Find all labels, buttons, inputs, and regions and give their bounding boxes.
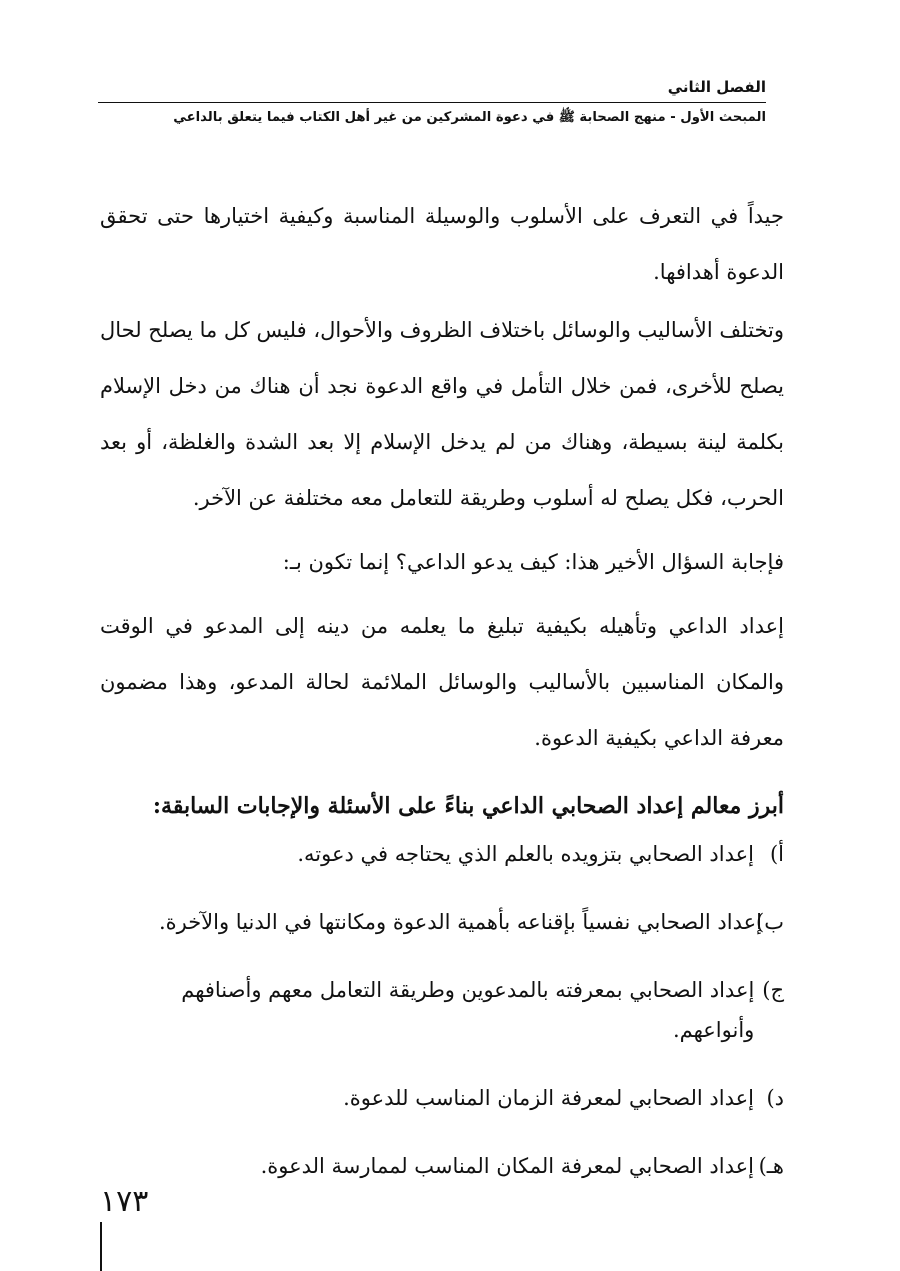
paragraph-3: فإجابة السؤال الأخير هذا: كيف يدعو الداعي؟ إنما تكون بـ: — [282, 550, 784, 574]
list-item-text: إعداد الصحابي لمعرفة المكان المناسب لممارسة الدعوة. — [260, 1154, 754, 1178]
list-item — [100, 970, 784, 1050]
list-item — [100, 834, 784, 874]
paragraph-1: جيداً في التعرف على الأسلوب والوسيلة المناسبة وكيفية اختيارها حتى تحقق الدعوة أهدافها. — [100, 204, 784, 284]
items-list — [100, 834, 784, 1186]
chapter-title: الفصل الثاني — [667, 78, 766, 96]
list-item-text: إعداد الصحابي نفسياً بإقناعه بأهمية الدعوة ومكانتها في الدنيا والآخرة. — [158, 910, 762, 934]
list-marker: هـ) — [758, 1154, 784, 1178]
page-number: ١٧٣ — [100, 1184, 149, 1219]
section-title: المبحث الأول - منهج الصحابة ﷺ في دعوة المشركين من غير أهل الكتاب فيما يتعلق بالداعي — [173, 110, 766, 125]
running-header — [98, 76, 766, 131]
paragraph-4: إعداد الداعي وتأهيله بكيفية تبليغ ما يعلمه من دينه إلى المدعو في الوقت والمكان المناسبين بالأساليب والوسائل الملائمة لحالة المدعو، وهذا مضمون معرفة الداعي بكيفية الدعوة. — [100, 614, 784, 750]
paragraph-2: وتختلف الأساليب والوسائل باختلاف الظروف والأحوال، فليس كل ما يصلح لحال يصلح للأخرى، فمن خلال التأمل في واقع الدعوة نجد أن هناك من دخل الإسلام بكلمة لينة بسيطة، وهناك من لم يدخل الإسلام إلا بعد الشدة والغلظة، أو بعد الحرب، فكل يصلح له أسلوب وطريقة للتعامل معه مختلفة عن الآخر. — [100, 318, 785, 510]
list-item — [100, 1146, 784, 1186]
list-marker: ب) — [756, 910, 784, 934]
list-heading: أبرز معالم إعداد الصحابي الداعي بناءً على الأسئلة والإجابات السابقة: — [152, 793, 784, 819]
list-item-text: إعداد الصحابي لمعرفة الزمان المناسب للدعوة. — [343, 1086, 754, 1110]
header-rule — [98, 102, 766, 103]
list-item — [100, 902, 784, 942]
margin-rule — [100, 1222, 102, 1271]
page-body — [100, 188, 784, 1214]
list-marker: ج) — [762, 978, 784, 1002]
list-item — [100, 1078, 784, 1118]
list-item-text: إعداد الصحابي بتزويده بالعلم الذي يحتاجه في دعوته. — [297, 842, 754, 866]
list-marker: د) — [766, 1086, 784, 1110]
list-marker: أ) — [769, 842, 784, 866]
list-item-text: إعداد الصحابي بمعرفته بالمدعوين وطريقة التعامل معهم وأصنافهم وأنواعهم. — [181, 978, 755, 1042]
